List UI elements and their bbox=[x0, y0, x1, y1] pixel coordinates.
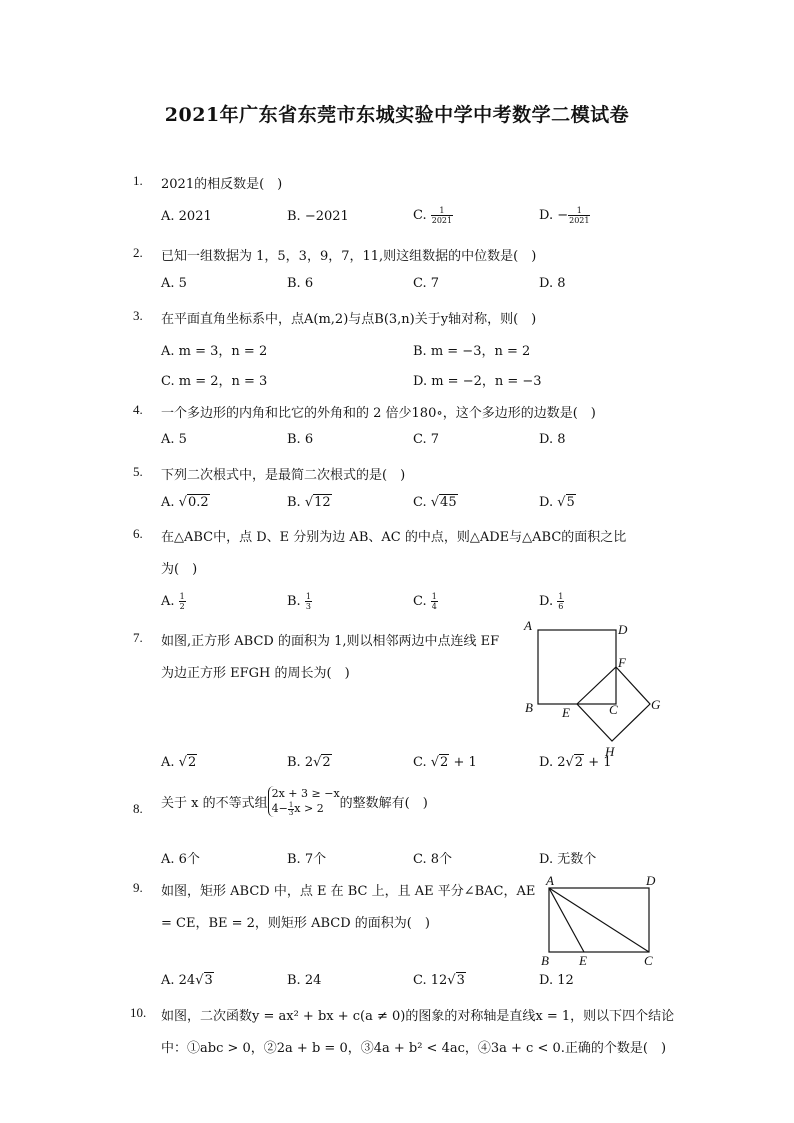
option-label: C. bbox=[413, 495, 431, 510]
option-b: B. 24 bbox=[287, 973, 322, 988]
label-c: C bbox=[644, 953, 653, 968]
radicand: 5 bbox=[566, 495, 575, 510]
option-tail: + 1 bbox=[584, 755, 612, 770]
option-c bbox=[413, 973, 466, 988]
question-stem-line2: = CE，BE = 2，则矩形 ABCD 的面积为( ) bbox=[161, 916, 430, 931]
option-label: C. bbox=[413, 594, 431, 609]
numerator: 1 bbox=[179, 592, 185, 601]
radicand: 45 bbox=[440, 495, 457, 510]
option-b bbox=[287, 592, 312, 611]
segment-ac bbox=[549, 888, 649, 952]
option-c: C. 8个 bbox=[413, 852, 453, 867]
sqrt: √5 bbox=[557, 495, 575, 510]
question-stem-line1: 如图，矩形 ABCD 中，点 E 在 BC 上，且 AE 平分∠BAC，AE bbox=[161, 884, 536, 899]
denominator: 2 bbox=[179, 602, 185, 611]
label-f: F bbox=[618, 655, 626, 670]
option-label: D. − bbox=[539, 208, 569, 223]
label-e: E bbox=[579, 953, 587, 968]
rectangle-figure bbox=[538, 870, 668, 970]
ineq2-suffix: x > 2 bbox=[294, 802, 324, 815]
option-label: A. bbox=[161, 755, 179, 770]
question-number: 3. bbox=[133, 308, 143, 323]
option-d bbox=[539, 755, 612, 770]
numerator: 1 bbox=[431, 206, 453, 216]
option-b: B. −2021 bbox=[287, 209, 349, 224]
option-a bbox=[161, 973, 214, 988]
option-label: C. 12 bbox=[413, 973, 448, 988]
page-title: 2021年广东省东莞市东城实验中学中考数学二模试卷 bbox=[164, 104, 630, 126]
option-label: D. bbox=[539, 495, 558, 510]
numerator: 1 bbox=[288, 800, 294, 809]
denominator: 2021 bbox=[569, 216, 590, 225]
option-d: D. 12 bbox=[539, 973, 574, 988]
option-a bbox=[161, 755, 197, 770]
label-e: E bbox=[562, 705, 570, 720]
option-b: B. 6 bbox=[287, 432, 314, 447]
radicand: 2 bbox=[322, 755, 331, 770]
option-label: D. bbox=[539, 594, 558, 609]
label-d: D bbox=[646, 873, 656, 888]
stem-prefix: 关于 x 的不等式组 bbox=[161, 795, 268, 811]
question-stem-line2: 为边正方形 EFGH 的周长为( ) bbox=[161, 666, 350, 681]
question-number: 5. bbox=[133, 464, 143, 479]
sqrt: √45 bbox=[430, 495, 457, 510]
ineq2-prefix: 4− bbox=[271, 802, 288, 815]
numerator: 1 bbox=[431, 592, 437, 601]
sqrt: √3 bbox=[447, 973, 465, 988]
inequality-system bbox=[268, 786, 340, 817]
question-number: 6. bbox=[133, 526, 143, 541]
sqrt: √0.2 bbox=[178, 495, 209, 510]
option-a: A. 2021 bbox=[161, 209, 212, 224]
option-label: A. bbox=[161, 495, 179, 510]
option-label: B. bbox=[287, 495, 305, 510]
denominator: 2021 bbox=[431, 216, 453, 225]
denominator: 3 bbox=[288, 808, 294, 817]
numerator: 1 bbox=[568, 206, 590, 216]
fraction bbox=[431, 592, 438, 611]
option-d bbox=[539, 206, 590, 225]
question-stem: 在平面直角坐标系中，点A(m,2)与点B(3,n)关于y轴对称，则( ) bbox=[161, 312, 537, 327]
option-b bbox=[287, 495, 332, 510]
radicand: 12 bbox=[314, 495, 331, 510]
label-c: C bbox=[609, 702, 618, 717]
label-b: B bbox=[541, 953, 549, 968]
option-a bbox=[161, 495, 210, 510]
option-a: A. 5 bbox=[161, 276, 187, 291]
label-a: A bbox=[524, 618, 532, 633]
question-stem-line2: 中：①abc > 0，②2a + b = 0，③4a + b² < 4ac，④3a + c < 0.正确的个数是( ) bbox=[161, 1041, 667, 1056]
square-figure bbox=[520, 618, 670, 763]
sqrt: √2 bbox=[178, 755, 197, 770]
label-d: D bbox=[618, 622, 628, 637]
label-b: B bbox=[525, 700, 533, 715]
option-d bbox=[539, 495, 576, 510]
option-label: C. bbox=[413, 755, 431, 770]
option-c: C. 7 bbox=[413, 276, 440, 291]
question-number: 9. bbox=[133, 880, 143, 895]
sqrt: √3 bbox=[195, 973, 213, 988]
option-d: D. 8 bbox=[539, 432, 566, 447]
question-stem bbox=[161, 786, 428, 817]
option-c: C. 7 bbox=[413, 432, 440, 447]
option-d: D. 8 bbox=[539, 276, 566, 291]
sqrt: √2 bbox=[565, 755, 584, 770]
fraction bbox=[431, 206, 453, 225]
radicand: 2 bbox=[440, 755, 449, 770]
option-label: C. bbox=[413, 208, 431, 223]
fraction bbox=[305, 592, 312, 611]
option-label: B. 2 bbox=[287, 755, 314, 770]
option-b: B. 7个 bbox=[287, 852, 327, 867]
radicand: 3 bbox=[204, 973, 213, 988]
question-stem-line1: 在△ABC中，点 D、E 分别为边 AB、AC 的中点，则△ADE与△ABC的面积之比 bbox=[161, 530, 627, 545]
option-b bbox=[287, 755, 332, 770]
question-stem-line2: 为( ) bbox=[161, 562, 198, 577]
option-b: B. m = −3，n = 2 bbox=[413, 344, 531, 359]
question-number: 2. bbox=[133, 245, 143, 260]
numerator: 1 bbox=[558, 592, 564, 601]
radicand: 3 bbox=[456, 973, 465, 988]
option-d: D. m = −2，n = −3 bbox=[413, 374, 542, 389]
option-d: D. 无数个 bbox=[539, 852, 597, 867]
option-c bbox=[413, 592, 438, 611]
question-stem-line1: 如图，二次函数y = ax² + bx + c(a ≠ 0)的图象的对称轴是直线x = 1，则以下四个结论 bbox=[161, 1009, 675, 1024]
radicand: 2 bbox=[187, 755, 197, 770]
option-label: B. bbox=[287, 594, 305, 609]
question-stem: 已知一组数据为 1，5，3，9，7，11,则这组数据的中位数是( ) bbox=[161, 249, 537, 264]
option-c bbox=[413, 495, 458, 510]
option-tail: + 1 bbox=[449, 755, 477, 770]
option-c bbox=[413, 755, 477, 770]
sqrt: √2 bbox=[430, 755, 449, 770]
option-a: A. 6个 bbox=[161, 852, 200, 867]
denominator: 6 bbox=[558, 602, 564, 611]
sqrt: √12 bbox=[304, 495, 331, 510]
fraction bbox=[568, 206, 590, 225]
question-number: 8. bbox=[133, 801, 143, 816]
radicand: 0.2 bbox=[187, 495, 209, 510]
fraction bbox=[557, 592, 564, 611]
question-number: 4. bbox=[133, 402, 143, 417]
label-h: H bbox=[605, 744, 615, 759]
inequality-2 bbox=[272, 801, 340, 817]
fraction bbox=[179, 592, 186, 611]
label-a: A bbox=[546, 873, 554, 888]
option-c bbox=[413, 206, 453, 225]
question-stem: 下列二次根式中，是最简二次根式的是( ) bbox=[161, 468, 406, 483]
segment-ae bbox=[549, 888, 584, 952]
square-abcd bbox=[538, 630, 616, 704]
question-stem: 一个多边形的内角和比它的外角和的 2 倍少180∘，这个多边形的边数是( ) bbox=[161, 406, 596, 421]
sqrt: √2 bbox=[313, 755, 331, 770]
radicand: 2 bbox=[574, 755, 584, 770]
question-number: 1. bbox=[133, 173, 143, 188]
option-label: A. bbox=[161, 594, 179, 609]
option-b: B. 6 bbox=[287, 276, 314, 291]
option-label: A. 24 bbox=[161, 973, 196, 988]
numerator: 1 bbox=[305, 592, 311, 601]
question-stem-line1: 如图,正方形 ABCD 的面积为 1,则以相邻两边中点连线 EF bbox=[161, 634, 500, 649]
denominator: 3 bbox=[305, 602, 311, 611]
option-d bbox=[539, 592, 564, 611]
question-stem: 2021的相反数是( ) bbox=[161, 177, 283, 192]
option-c: C. m = 2，n = 3 bbox=[161, 374, 268, 389]
inequality-1: 2x + 3 ≥ −x bbox=[271, 787, 340, 800]
option-a bbox=[161, 592, 186, 611]
option-a: A. m = 3，n = 2 bbox=[161, 344, 268, 359]
question-number: 7. bbox=[133, 630, 143, 645]
option-label: D. 2 bbox=[539, 755, 566, 770]
denominator: 4 bbox=[431, 602, 437, 611]
stem-suffix: 的整数解有( ) bbox=[339, 795, 428, 811]
option-a: A. 5 bbox=[161, 432, 187, 447]
label-g: G bbox=[651, 697, 661, 712]
question-number: 10. bbox=[130, 1005, 147, 1020]
